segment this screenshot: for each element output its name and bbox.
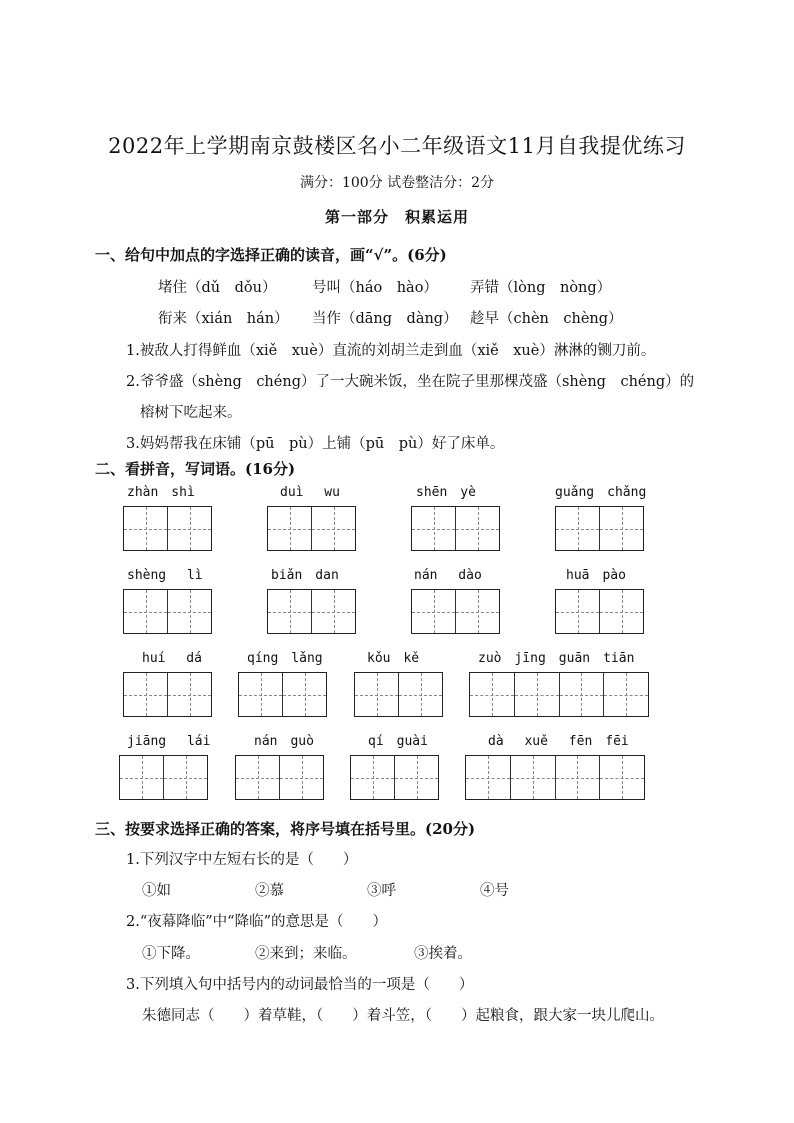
q1-item: 号叫（háo hào） — [312, 280, 438, 296]
pinyin-label: biǎn dan — [271, 568, 339, 583]
pinyin-label: zuò jīng guān tiān — [478, 651, 635, 666]
writing-grid-idiom[interactable] — [469, 672, 649, 717]
q1-item: 堵住（dǔ dǒu） — [158, 280, 277, 296]
pinyin-label: kǒu kě — [367, 651, 420, 666]
pinyin-label: shēn yè — [416, 485, 476, 500]
option: ④号 — [480, 883, 509, 899]
page-title: 2022年上学期南京鼓楼区名小二年级语文11月自我提优练习 — [108, 134, 686, 158]
writing-grid[interactable] — [411, 589, 500, 634]
writing-grid[interactable] — [238, 672, 327, 717]
writing-grid[interactable] — [119, 755, 208, 800]
option: ③挨着。 — [414, 946, 472, 962]
q3-question-1: 1.下列汉字中左短右长的是（ ） — [126, 852, 358, 868]
pinyin-label: shèng lì — [127, 568, 203, 583]
q3-question-3: 3.下列填入句中括号内的动词最恰当的一项是（ ） — [126, 977, 474, 993]
writing-grid-idiom[interactable] — [465, 755, 645, 800]
q1-sentence-2: 2.爷爷盛（shèng chéng）了一大碗米饭，坐在院子里那棵茂盛（shèng chéng）的 — [126, 374, 695, 390]
pinyin-label: jiāng lái — [127, 734, 211, 749]
option: ①下降。 — [142, 946, 200, 962]
q3-sentence: 朱德同志（ ）着草鞋，（ ）着斗笠，（ ）起粮食，跟大家一块儿爬山。 — [142, 1008, 664, 1024]
writing-grid[interactable] — [123, 506, 212, 551]
q1-item: 弄错（lòng nòng） — [470, 280, 612, 296]
q1-item: 衔来（xián hán） — [158, 311, 289, 327]
q3-heading: 三、按要求选择正确的答案，将序号填在括号里。(20分) — [95, 820, 476, 838]
writing-grid[interactable] — [555, 506, 644, 551]
part-heading: 第一部分 积累运用 — [324, 208, 469, 226]
writing-grid[interactable] — [267, 506, 356, 551]
writing-grid[interactable] — [350, 755, 439, 800]
pinyin-label: duì wu — [280, 485, 340, 500]
pinyin-label: guǎng chǎng — [555, 485, 647, 500]
option: ②来到；来临。 — [255, 946, 357, 962]
pinyin-label: qí guài — [368, 734, 428, 749]
option: ②慕 — [255, 883, 284, 899]
q1-sentence-3: 3.妈妈帮我在床铺（pū pù）上铺（pū pù）好了床单。 — [126, 436, 505, 452]
q1-heading: 一、给句中加点的字选择正确的读音，画“√”。(6分) — [95, 246, 447, 264]
pinyin-label: zhàn shì — [127, 485, 195, 500]
q2-heading: 二、看拼音，写词语。(16分) — [95, 460, 296, 478]
q1-item: 当作（dāng dàng） — [312, 311, 458, 327]
pinyin-label: nán guò — [254, 734, 314, 749]
pinyin-label: nán dào — [414, 568, 482, 583]
pinyin-label: huí dá — [142, 651, 202, 666]
writing-grid[interactable] — [235, 755, 324, 800]
writing-grid[interactable] — [411, 506, 500, 551]
option: ①如 — [142, 883, 171, 899]
option: ③呼 — [367, 883, 396, 899]
pinyin-label: dà xuě fēn fēi — [488, 734, 629, 749]
writing-grid[interactable] — [354, 672, 443, 717]
writing-grid[interactable] — [555, 589, 644, 634]
q1-item: 趁早（chèn chèng） — [470, 311, 623, 327]
q1-sentence-2-cont: 榕树下吃起来。 — [140, 405, 242, 421]
q1-sentence-1: 1.被敌人打得鲜血（xiě xuè）直流的刘胡兰走到血（xiě xuè）淋淋的铡刀前。 — [126, 343, 656, 359]
pinyin-label: huā pào — [566, 568, 626, 583]
writing-grid[interactable] — [123, 672, 212, 717]
pinyin-label: qíng lǎng — [247, 651, 323, 666]
q3-question-2: 2.“夜幕降临”中“降临”的意思是（ ） — [126, 914, 387, 930]
writing-grid[interactable] — [267, 589, 356, 634]
score-info: 满分：100分 试卷整洁分：2分 — [299, 175, 495, 191]
writing-grid[interactable] — [123, 589, 212, 634]
